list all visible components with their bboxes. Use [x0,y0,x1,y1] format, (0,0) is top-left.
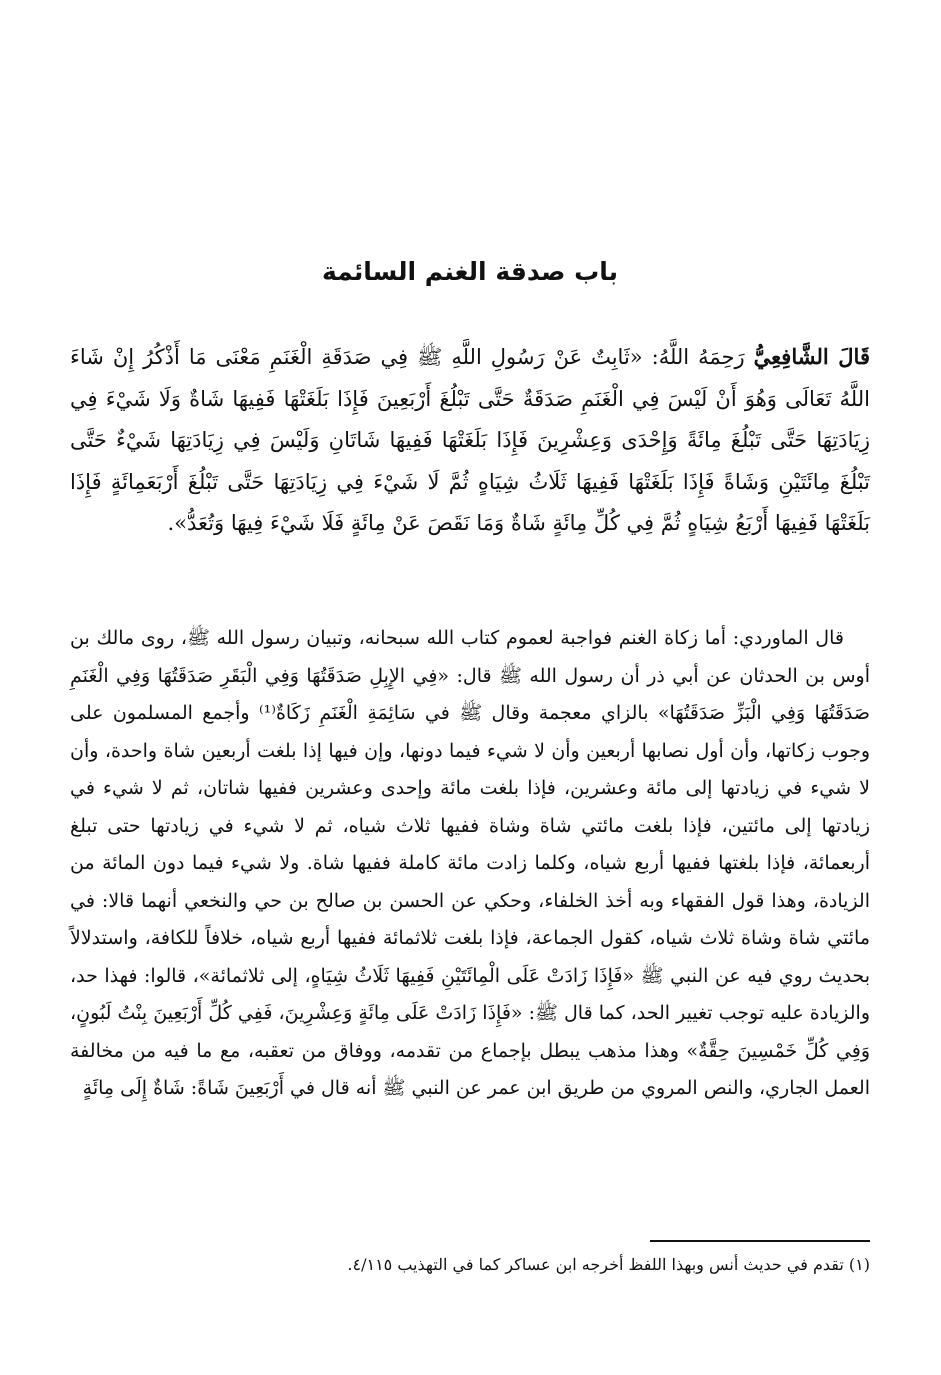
shafii-speaker: قَالَ الشَّافِعِيُّ [753,344,870,369]
mawardi-commentary: قال الماوردي: أما زكاة الغنم فواجبة لعموم كتاب الله سبحانه، وتبيان رسول الله ﷺ، روى مالك بن أوس بن الحدثان عن أبي ذر أن رسول الله ﷺ قال: «فِي الإِبِلِ صَدَقَتُهَا وَفِي الْبَقَرِ صَدَقَتُهَا وَفِي الْغَنَمِ صَدَقَتُهَا وَفِي الْبَزِّ صَدَقَتُهَا» بالزاي معجمة وقال ﷺ في سَائِمَةِ الْغَنَمِ زَكَاةٌ⁽¹⁾ وأجمع المسلمون على وجوب زكاتها، وأن أول نصابها أربعين وأن لا شيء فيما دونها، وإن فيها إذا بلغت أربعين شاة واحدة، وأن لا شيء في زيادتها إلى مائة وعشرين، فإذا بلغت مائة وإحدى وعشرين ففيها شاتان، ثم لا شيء في زيادتها إلى مائتين، فإذا بلغت مائتي شاة وشاة ففيها ثلاث شياه، ثم لا شيء في زيادتها حتى تبلغ أربعمائة، فإذا بلغتها ففيها أربع شياه، وكلما زادت مائة كاملة ففيها شاة. ولا شيء فيما دون المائة من الزيادة، وهذا قول الفقهاء وبه أخذ الخلفاء، وحكي عن الحسن بن صالح بن حي والنخعي أنهما قالا: في مائتي شاة وشاة ثلاث شياه، كقول الجماعة، فإذا بلغت ثلاثمائة ففيها أربع شياه، خلافاً للكافة، واستدلالاً بحديث روي فيه عن النبي ﷺ «فَإِذَا زَادَتْ عَلَى الْمِائَتَيْنِ فَفِيهَا ثَلَاثُ شِيَاهٍ، إلى ثلاثمائة»، قالوا: فهذا حد، والزيادة عليه توجب تغيير الحد، كما قال ﷺ: «فَإِذَا زَادَتْ عَلَى مِائَةٍ وَعِشْرِينَ، فَفِي كُلِّ أَرْبَعِينَ بِنْتُ لَبُونٍ، وَفِي كُلِّ خَمْسِينَ حِقَّةٌ» وهذا مذهب يبطل بإجماع من تقدمه، ووفاق من تعقبه، مع ما فيه من مخالفة العمل الجاري، والنص المروي من طريق ابن عمر عن النبي ﷺ أنه قال في أَرْبَعِينَ شَاةً: شَاةٌ إِلَى مِائَةٍ [70,627,871,1099]
book-page [70,0,870,1375]
shafii-text: رَحِمَهُ اللَّهُ: «ثَابِتٌ عَنْ رَسُولِ اللَّهِ ﷺ فِي صَدَقَةِ الْغَنَمِ مَعْنَى مَا أَذْكُرُ إِنْ شَاءَ اللَّهُ تَعَالَى وَهُوَ أَنْ لَيْسَ فِي الْغَنَمِ صَدَقَةٌ حَتَّى تَبْلُغَ أَرْبَعِينَ فَإِذَا بَلَغَتْهَا فَفِيهَا شَاةٌ وَلَا شَيْءَ فِي زِيَادَتِهَا حَتَّى تَبْلُغَ مِائَةً وَإِحْدَى وَعِشْرِينَ فَإِذَا بَلَغَتْهَا فَفِيهَا شَاتَانِ وَلَيْسَ فِي زِيَادَتِهَا شَيْءٌ حَتَّى تَبْلُغَ مِائَتَيْنِ وَشَاةً فَإِذَا بَلَغَتْهَا فَفِيهَا ثَلَاثُ شِيَاهٍ ثُمَّ لَا شَيْءَ فِي زِيَادَتِهَا حَتَّى تَبْلُغَ أَرْبَعَمِائَةٍ فَإِذَا بَلَغَتْهَا فَفِيهَا أَرْبَعُ شِيَاهٍ ثُمَّ فِي كُلِّ مِائَةٍ شَاةٌ وَمَا نَقَصَ عَنْ مِائَةٍ فَلَا شَيْءَ فِيهَا وَتُعَدُّ». [70,345,870,535]
footnote-separator [650,1240,870,1242]
chapter-title: باب صدقة الغنم السائمة [321,257,619,286]
footnote: (١) تقدم في حديث أنس وبهذا اللفظ أخرجه ابن عساكر كما في التهذيب ٤/١١٥. [347,1255,870,1274]
shafii-paragraph [70,336,870,545]
